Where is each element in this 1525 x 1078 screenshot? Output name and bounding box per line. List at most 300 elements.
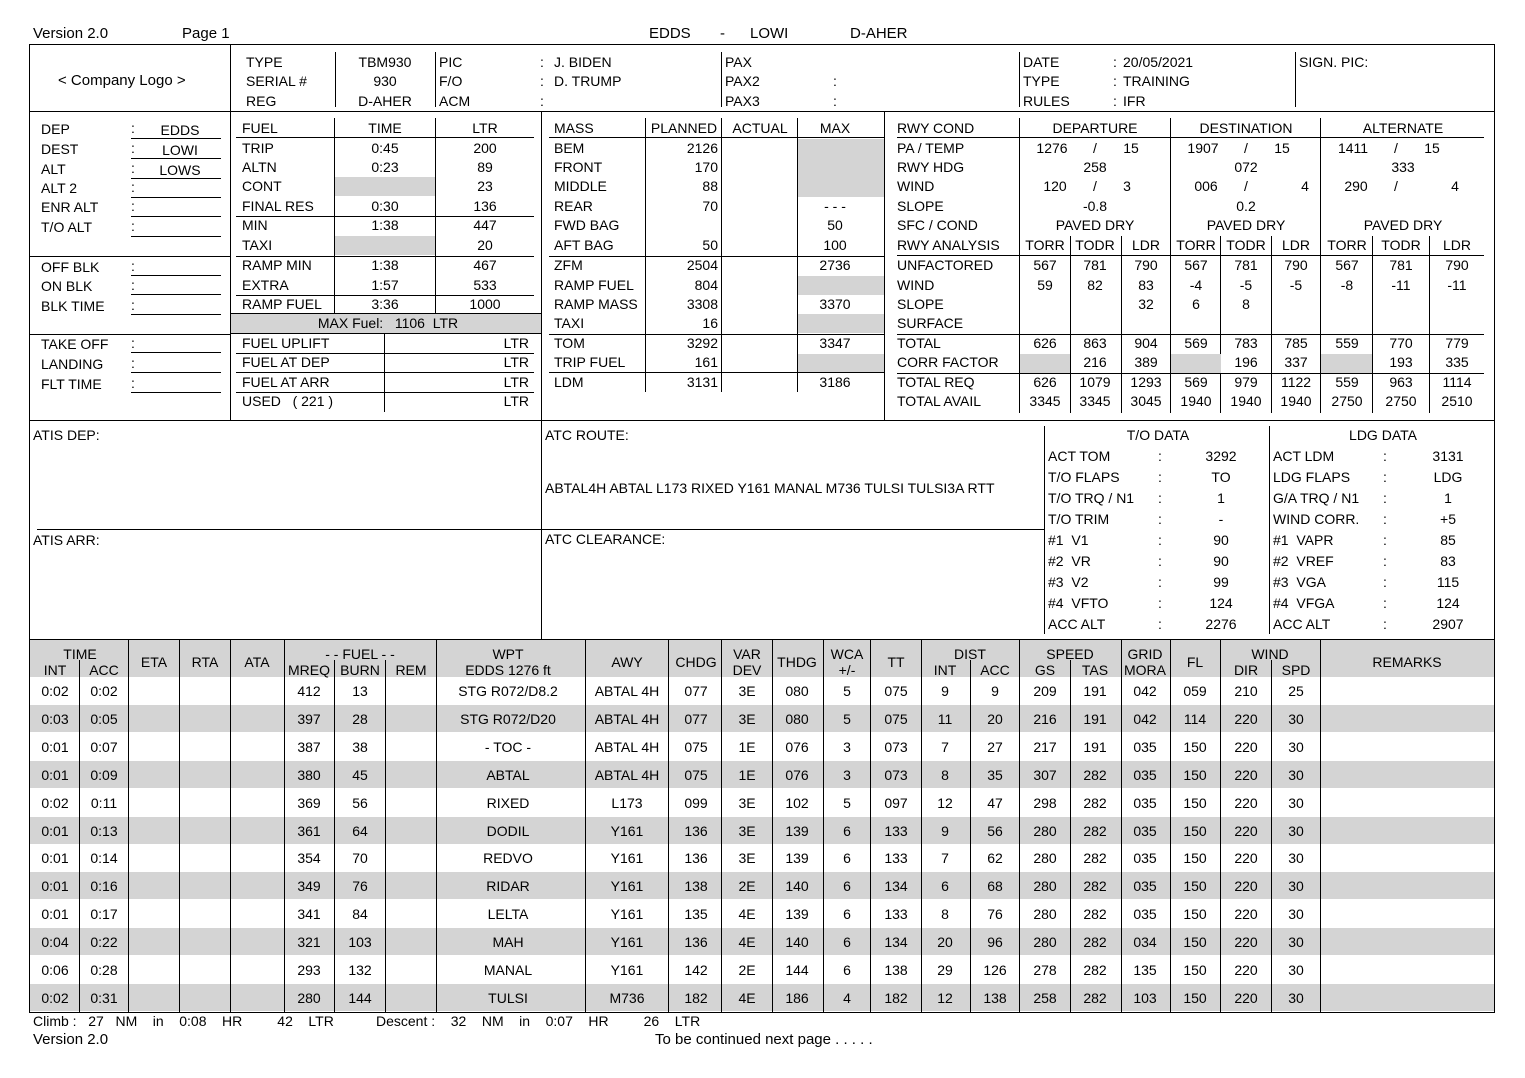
log-cell: 059 xyxy=(1183,683,1207,699)
mass-max: 50 xyxy=(827,217,843,233)
log-cell: 073 xyxy=(884,739,908,755)
log-cell: 0:01 xyxy=(41,850,69,866)
colon: : xyxy=(1158,532,1162,548)
rule-line xyxy=(823,640,824,660)
log-cell: 7 xyxy=(941,850,949,866)
header-page: Page 1 xyxy=(182,25,230,42)
rwy-value: 1114 xyxy=(1442,374,1472,390)
log-cell: 191 xyxy=(1083,711,1107,727)
log-cell: 30 xyxy=(1288,850,1304,866)
rwy-subheader: LDR xyxy=(1442,237,1472,253)
rwy-wind-spd: 4 xyxy=(1301,178,1309,194)
shaded-cell xyxy=(30,817,1494,844)
colon: : xyxy=(1158,553,1162,569)
rwy-subheader: TORR xyxy=(1025,237,1065,253)
fuel-ltr: 23 xyxy=(477,178,493,194)
rule-line xyxy=(772,677,773,1013)
rwy-value: 559 xyxy=(1335,335,1359,351)
panel-label: T/O TRIM xyxy=(1048,511,1110,527)
reg-label: REG xyxy=(246,93,277,109)
rule-line xyxy=(549,137,884,138)
log-cell: 150 xyxy=(1183,906,1207,922)
log-cell: 25 xyxy=(1288,683,1304,699)
log-cell: 76 xyxy=(352,878,368,894)
log-cell: 042 xyxy=(1133,711,1157,727)
log-cell: 282 xyxy=(1083,850,1107,866)
company-logo: < Company Logo > xyxy=(58,72,186,89)
log-header: - - FUEL - - xyxy=(325,646,395,662)
mass-max: 100 xyxy=(823,237,847,253)
colon: : xyxy=(1158,469,1162,485)
block-time-label: BLK TIME xyxy=(41,298,105,314)
fuel-ltr: 200 xyxy=(473,140,497,156)
rwy-group: DEPARTURE xyxy=(1052,120,1138,136)
rwy-label: RWY HDG xyxy=(897,159,965,175)
log-cell: 30 xyxy=(1288,739,1304,755)
log-cell: 138 xyxy=(983,990,1007,1006)
log-cell: 12 xyxy=(937,795,953,811)
mass-item: AFT BAG xyxy=(554,237,614,253)
rwy-wind-dir: 120 xyxy=(1043,178,1067,194)
header-dest: LOWI xyxy=(750,25,789,42)
rwy-value: 1940 xyxy=(1180,393,1212,409)
log-cell: 5 xyxy=(843,683,851,699)
rwy-subheader: LDR xyxy=(1131,237,1161,253)
log-cell: 68 xyxy=(987,878,1003,894)
rwy-surface: PAVED DRY xyxy=(1055,217,1135,233)
ltr-unit: LTR xyxy=(503,393,529,409)
fuel-item: EXTRA xyxy=(242,277,289,293)
log-cell: 133 xyxy=(884,823,908,839)
rule-line xyxy=(1121,236,1122,413)
log-cell: 0:03 xyxy=(41,711,69,727)
mass-planned: 3308 xyxy=(686,296,718,312)
log-cell: 387 xyxy=(297,739,321,755)
rwy-temp: 15 xyxy=(1424,140,1440,156)
rwy-value: 863 xyxy=(1083,335,1107,351)
rwy-value: 3345 xyxy=(1029,393,1061,409)
log-cell: 139 xyxy=(785,906,809,922)
log-cell: 96 xyxy=(987,934,1003,950)
rule-line xyxy=(236,256,534,257)
fuel-time: 1:38 xyxy=(371,257,399,273)
rwy-label: RWY ANALYSIS xyxy=(897,237,1000,253)
log-cell: 397 xyxy=(297,711,321,727)
mass-item: TOM xyxy=(554,335,585,351)
panel-label: G/A TRQ / N1 xyxy=(1273,490,1360,506)
fuel-item: MIN xyxy=(242,217,268,233)
panel-value: 3131 xyxy=(1432,448,1464,464)
log-cell: 9 xyxy=(941,683,949,699)
airport-label: ENR ALT xyxy=(41,199,99,215)
rule-line xyxy=(131,197,221,198)
rwy-value: 32 xyxy=(1138,296,1154,312)
log-cell: 097 xyxy=(884,795,908,811)
log-cell: MAH xyxy=(492,934,524,950)
rwy-subheader: TODR xyxy=(1075,237,1115,253)
rwy-value: -5 xyxy=(1289,277,1303,293)
rule-line xyxy=(668,677,669,1013)
rwy-slope: -0.8 xyxy=(1082,198,1108,214)
log-header: +/- xyxy=(838,662,856,678)
rwy-pa: 1411 xyxy=(1337,140,1369,156)
airport-label: ALT 2 xyxy=(41,180,78,196)
log-cell: 035 xyxy=(1133,906,1157,922)
log-cell: 150 xyxy=(1183,962,1207,978)
colon: : xyxy=(1158,448,1162,464)
rwy-slope: 0.2 xyxy=(1236,198,1256,214)
fuel-time: 0:45 xyxy=(371,140,399,156)
log-header: GRID xyxy=(1127,646,1163,662)
log-header: THDG xyxy=(777,654,817,670)
rule-line xyxy=(131,314,221,315)
rules-label: RULES xyxy=(1023,93,1070,109)
pic-value: J. BIDEN xyxy=(554,54,612,70)
rwy-label: SLOPE xyxy=(897,296,944,312)
mass-item: TAXI xyxy=(554,315,585,331)
log-cell: Y161 xyxy=(610,934,644,950)
log-header: TT xyxy=(887,654,905,670)
log-header: ETA xyxy=(140,654,168,670)
fuel-item: TRIP xyxy=(242,140,274,156)
rule-line xyxy=(1019,677,1020,1013)
log-cell: 20 xyxy=(937,934,953,950)
rwy-value: 1122 xyxy=(1280,374,1312,390)
log-cell: 144 xyxy=(785,962,809,978)
log-cell: 142 xyxy=(684,962,708,978)
rule-line xyxy=(131,294,221,295)
log-cell: 182 xyxy=(884,990,908,1006)
rule-line xyxy=(436,640,437,660)
log-cell: STG R072/D20 xyxy=(460,711,556,727)
log-header: DIST xyxy=(954,646,986,662)
fo-value: D. TRUMP xyxy=(554,73,622,89)
log-cell: 369 xyxy=(297,795,321,811)
rule-line xyxy=(1070,236,1071,413)
rule-line xyxy=(131,216,221,217)
log-cell: 191 xyxy=(1083,739,1107,755)
rwy-value: 1940 xyxy=(1230,393,1262,409)
log-cell: 075 xyxy=(884,711,908,727)
panel-value: 124 xyxy=(1436,595,1460,611)
log-cell: 138 xyxy=(884,962,908,978)
log-cell: 035 xyxy=(1133,850,1157,866)
log-cell: 0:17 xyxy=(90,906,118,922)
rule-line xyxy=(384,334,385,412)
rule-line xyxy=(231,313,541,314)
colon: : xyxy=(131,277,135,293)
panel-value: 90 xyxy=(1213,532,1229,548)
rwy-value: 781 xyxy=(1083,257,1107,273)
rwy-value: 790 xyxy=(1134,257,1158,273)
panel-label: #3 V2 xyxy=(1048,574,1089,590)
log-cell: 0:07 xyxy=(90,739,118,755)
log-header: INT xyxy=(43,662,67,678)
log-cell: L173 xyxy=(611,795,643,811)
rwy-value: 2750 xyxy=(1385,393,1417,409)
rule-line xyxy=(131,275,221,276)
fuel-ltr: 136 xyxy=(473,198,497,214)
log-cell: 0:22 xyxy=(90,934,118,950)
log-cell: 220 xyxy=(1234,850,1258,866)
colon: : xyxy=(1383,532,1387,548)
rule-line xyxy=(549,372,884,373)
rwy-value: 567 xyxy=(1184,257,1208,273)
rwy-value: 216 xyxy=(1083,354,1107,370)
mass-planned: 2504 xyxy=(686,257,718,273)
rule-line xyxy=(897,255,1484,256)
mass-item: MIDDLE xyxy=(554,178,607,194)
fuel-header: LTR xyxy=(472,120,498,136)
log-cell: 220 xyxy=(1234,906,1258,922)
mass-item: RAMP FUEL xyxy=(554,277,634,293)
panel-label: ACT TOM xyxy=(1048,448,1111,464)
rwy-value: -11 xyxy=(1447,277,1467,293)
rule-line xyxy=(1121,640,1122,660)
log-cell: 220 xyxy=(1234,934,1258,950)
log-cell: 210 xyxy=(1234,683,1258,699)
fo-label: F/O xyxy=(439,73,463,89)
log-cell: 30 xyxy=(1288,962,1304,978)
log-cell: 0:11 xyxy=(90,795,118,811)
rwy-value: 337 xyxy=(1284,354,1308,370)
rule-line xyxy=(1320,640,1321,660)
rwy-value: -5 xyxy=(1239,277,1253,293)
colon: : xyxy=(131,218,135,234)
log-cell: 099 xyxy=(684,795,708,811)
rule-line xyxy=(870,677,871,1013)
fuel-time: 0:30 xyxy=(371,198,399,214)
log-cell: 0:01 xyxy=(41,739,69,755)
rule-line xyxy=(1220,236,1221,413)
fuel-ltr: 1000 xyxy=(469,296,501,312)
shaded-cell xyxy=(798,354,884,373)
rwy-subheader: TODR xyxy=(1226,237,1266,253)
log-cell: 4E xyxy=(738,990,756,1006)
log-cell: 220 xyxy=(1234,962,1258,978)
airport-label: T/O ALT xyxy=(41,219,93,235)
log-cell: 47 xyxy=(987,795,1003,811)
panel-value: 2276 xyxy=(1205,616,1237,632)
panel-label: ACC ALT xyxy=(1273,616,1331,632)
fuel-header: FUEL xyxy=(242,120,278,136)
panel-label: LDG FLAPS xyxy=(1273,469,1351,485)
log-cell: 077 xyxy=(684,711,708,727)
rule-line xyxy=(231,333,541,334)
rwy-value: 2750 xyxy=(1331,393,1363,409)
rwy-group: ALTERNATE xyxy=(1362,120,1444,136)
fuel-time: 3:36 xyxy=(371,296,399,312)
fuel-uplift-label: FUEL AT DEP xyxy=(242,354,330,370)
log-cell: 133 xyxy=(884,850,908,866)
log-cell: 6 xyxy=(843,906,851,922)
rule-line xyxy=(436,677,437,1013)
log-cell: 56 xyxy=(352,795,368,811)
log-cell: ABTAL 4H xyxy=(594,711,660,727)
rule-line xyxy=(334,677,335,1013)
fuel-item: FINAL RES xyxy=(242,198,314,214)
log-cell: 035 xyxy=(1133,878,1157,894)
date-value: 20/05/2021 xyxy=(1123,54,1194,70)
airport-code: LOWI xyxy=(162,142,198,158)
log-cell: RIXED xyxy=(486,795,530,811)
log-header: TIME xyxy=(63,646,97,662)
fuel-header: TIME xyxy=(368,120,402,136)
rule-line xyxy=(236,295,534,296)
log-header: RTA xyxy=(191,654,219,670)
flight-time-label: LANDING xyxy=(41,356,104,372)
rule-line xyxy=(970,677,971,1013)
rule-line xyxy=(1271,236,1272,413)
log-header: BURN xyxy=(340,662,380,678)
log-cell: 6 xyxy=(941,878,949,894)
fuel-item: CONT xyxy=(242,178,282,194)
rule-line xyxy=(1220,640,1221,660)
rwy-label: TOTAL AVAIL xyxy=(897,393,982,409)
mass-max: - - - xyxy=(824,198,846,214)
log-cell: 12 xyxy=(937,990,953,1006)
rule-line xyxy=(131,178,221,179)
fuel-time: 1:38 xyxy=(371,217,399,233)
log-cell: 62 xyxy=(987,850,1003,866)
log-cell: 0:02 xyxy=(41,683,69,699)
log-header: SPD xyxy=(1281,662,1311,678)
log-cell: DODIL xyxy=(486,823,530,839)
colon: : xyxy=(131,198,135,214)
panel-value: 124 xyxy=(1209,595,1233,611)
log-cell: 3 xyxy=(843,767,851,783)
log-cell: REDVO xyxy=(483,850,533,866)
log-cell: 3E xyxy=(738,711,756,727)
flight-type-value: TRAINING xyxy=(1123,73,1190,89)
mass-header: MAX xyxy=(819,120,851,136)
fuel-ltr: 447 xyxy=(473,217,497,233)
atis-dep-label: ATIS DEP: xyxy=(33,427,100,443)
mass-item: RAMP MASS xyxy=(554,296,638,312)
rule-line xyxy=(131,158,221,159)
panel-label: #4 VFTO xyxy=(1048,595,1109,611)
rule-line xyxy=(921,677,922,1013)
airport-label: ALT xyxy=(41,161,66,177)
log-cell: 075 xyxy=(884,683,908,699)
rwy-label: RWY COND xyxy=(897,120,975,136)
rule-line xyxy=(230,677,231,1013)
panel-value: +5 xyxy=(1440,511,1456,527)
log-cell: 134 xyxy=(884,934,908,950)
type-label: TYPE xyxy=(246,54,283,70)
log-cell: 76 xyxy=(987,906,1003,922)
rule-line xyxy=(823,677,824,1013)
log-cell: 0:28 xyxy=(90,962,118,978)
mass-planned: 50 xyxy=(702,237,718,253)
rwy-hdg: 072 xyxy=(1234,159,1258,175)
log-cell: 0:05 xyxy=(90,711,118,727)
colon: : xyxy=(1383,469,1387,485)
log-header: FL xyxy=(1186,654,1204,670)
mass-planned: 804 xyxy=(694,277,718,293)
flight-time-label: FLT TIME xyxy=(41,376,102,392)
log-cell: 220 xyxy=(1234,823,1258,839)
log-cell: 9 xyxy=(941,823,949,839)
rwy-value: 781 xyxy=(1234,257,1258,273)
rule-line xyxy=(668,640,669,660)
rule-line xyxy=(284,677,285,1013)
panel-value: 1 xyxy=(1444,490,1452,506)
log-cell: 27 xyxy=(987,739,1003,755)
rwy-value: 790 xyxy=(1445,257,1469,273)
log-cell: 080 xyxy=(785,711,809,727)
log-cell: 077 xyxy=(684,683,708,699)
log-header: TAS xyxy=(1081,662,1109,678)
rwy-label: SFC / COND xyxy=(897,217,978,233)
log-cell: 075 xyxy=(684,739,708,755)
colon: : xyxy=(1158,490,1162,506)
fuel-item: RAMP FUEL xyxy=(242,296,322,312)
log-cell: 191 xyxy=(1083,683,1107,699)
log-cell: 30 xyxy=(1288,878,1304,894)
log-cell: 132 xyxy=(348,962,372,978)
log-cell: 138 xyxy=(684,878,708,894)
log-cell: 56 xyxy=(987,823,1003,839)
shaded-cell xyxy=(30,872,1494,899)
rule-line xyxy=(1320,677,1321,1013)
rwy-label: UNFACTORED xyxy=(897,257,994,273)
log-cell: 307 xyxy=(1033,767,1057,783)
rwy-pa: 1276 xyxy=(1036,140,1068,156)
log-cell: 216 xyxy=(1033,711,1057,727)
colon: : xyxy=(1158,511,1162,527)
rwy-wind-spd: 4 xyxy=(1451,178,1459,194)
log-cell: 293 xyxy=(297,962,321,978)
atc-route-label: ATC ROUTE: xyxy=(545,427,629,443)
colon: : xyxy=(1158,616,1162,632)
log-header: WIND xyxy=(1251,646,1289,662)
panel-value: 2907 xyxy=(1432,616,1464,632)
log-cell: 6 xyxy=(843,823,851,839)
log-cell: 30 xyxy=(1288,906,1304,922)
log-cell: 5 xyxy=(843,711,851,727)
rule-line xyxy=(1019,640,1020,660)
log-cell: 0:01 xyxy=(41,767,69,783)
log-cell: 354 xyxy=(297,850,321,866)
log-cell: 136 xyxy=(684,934,708,950)
rwy-value: 193 xyxy=(1389,354,1413,370)
rwy-value: 6 xyxy=(1192,296,1200,312)
date-label: DATE xyxy=(1023,54,1060,70)
log-cell: 280 xyxy=(1033,906,1057,922)
rwy-value: 785 xyxy=(1284,335,1308,351)
rule-line xyxy=(645,118,646,392)
rwy-value: 790 xyxy=(1284,257,1308,273)
climb-summary: Climb : 27 NM in 0:08 HR 42 LTR xyxy=(33,1013,334,1029)
panel-label: #4 VFGA xyxy=(1273,595,1335,611)
rule-line xyxy=(721,677,722,1013)
log-cell: 139 xyxy=(785,823,809,839)
rule-line xyxy=(131,236,221,237)
rwy-value: 979 xyxy=(1234,374,1258,390)
fuel-item: ALTN xyxy=(242,159,277,175)
fuel-time: 1:57 xyxy=(371,277,399,293)
rule-line xyxy=(585,640,586,660)
log-cell: 282 xyxy=(1083,795,1107,811)
log-cell: STG R072/D8.2 xyxy=(458,683,558,699)
log-cell: 282 xyxy=(1083,990,1107,1006)
colon: : xyxy=(1383,616,1387,632)
slash: / xyxy=(1394,178,1398,194)
log-cell: 64 xyxy=(352,823,368,839)
log-cell: 282 xyxy=(1083,878,1107,894)
log-cell: 186 xyxy=(785,990,809,1006)
